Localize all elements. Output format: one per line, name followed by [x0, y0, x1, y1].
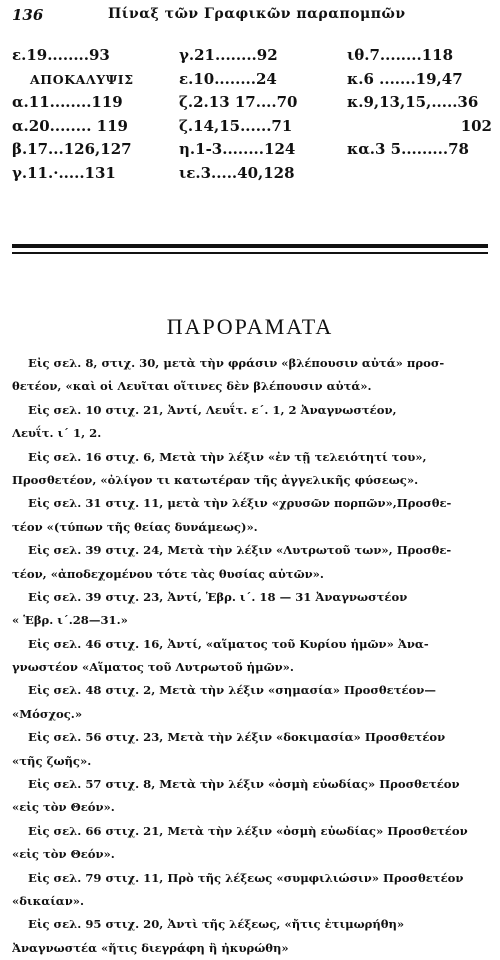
errata-line: Εἰς σελ. 39 στιχ. 23, Ἀντί, Ἑβρ. ι΄. 18 — 31 Ἀναγνωστέον: [28, 589, 408, 604]
index-entry: β.17...126,127: [12, 140, 132, 158]
errata-line: «εἰς τὸν Θεόν».: [12, 847, 115, 862]
errata-line: Εἰς σελ. 8, στιχ. 30, μετὰ τὴν φράσιν «βλέπουσιν αὐτά» προσ-: [28, 356, 445, 370]
errata-line: «εἰς τὸν Θεόν».: [12, 800, 115, 815]
errata-list: [12, 352, 490, 960]
running-title: Πίναξ τῶν Γραφικῶν παραπομπῶν: [108, 6, 406, 22]
index-entry: γ.11.·.....131: [12, 163, 116, 182]
errata-line: Εἰς σελ. 31 στιχ. 11, μετὰ τὴν λέξιν «χρυσῶν πορπῶν»,Προσθε-: [28, 496, 452, 511]
index-entry: η.1-3........124: [179, 140, 296, 158]
index-entry: κα.3 5.........78: [347, 140, 469, 158]
errata-line: Εἰς σελ. 57 στιχ. 8, Μετὰ τὴν λέξιν «ὀσμὴ εὐωδίας» Προσθετέον: [28, 777, 460, 792]
index-entry: ε.19........93: [12, 46, 110, 64]
index-entry: 102: [460, 116, 492, 135]
errata-line: Εἰς σελ. 10 στιχ. 21, Ἀντί, Λευΐτ. ε΄. 1, 2 Ἀναγνωστέον,: [28, 402, 397, 417]
index-entry: ιθ.7........118: [347, 46, 454, 64]
errata-line: Ἀναγνωστέα «ἥτις διεγράφη ἢ ἠκυρώθη»: [12, 940, 289, 955]
index-column-3: [347, 44, 492, 162]
errata-line: «Μόσχος.»: [12, 706, 83, 721]
errata-line: Εἰς σελ. 48 στιχ. 2, Μετὰ τὴν λέξιν «σημασία» Προσθετέον—: [28, 683, 436, 698]
errata-line: «δικαίαν».: [12, 893, 85, 908]
page-header: [12, 6, 488, 28]
errata-line: Εἰς σελ. 46 στιχ. 16, Ἀντί, «αἵματος τοῦ Κυρίου ἡμῶν» Ἀνα-: [28, 636, 429, 651]
index-entry: κ.6 .......19,47: [347, 69, 463, 88]
errata-line: γνωστέον «Αἵματος τοῦ Λυτρωτοῦ ἡμῶν».: [12, 660, 294, 675]
index-entry: α.11........119: [12, 93, 123, 111]
errata-line: Εἰς σελ. 56 στιχ. 23, Μετὰ τὴν λέξιν «δοκιμασία» Προσθετέον: [28, 730, 446, 745]
errata-line: Εἰς σελ. 79 στιχ. 11, Πρὸ τῆς λέξεως «συμφιλιώσιν» Προσθετέον: [28, 870, 464, 885]
index-entry: ιε.3.....40,128: [179, 163, 295, 182]
errata-line: « Ἑβρ. ι΄.28—31.»: [12, 613, 128, 628]
page-number: 136: [12, 6, 44, 24]
errata-line: Εἰς σελ. 95 στιχ. 20, Ἀντὶ τῆς λέξεως, «ἤτις ἐτιμωρήθη»: [28, 917, 405, 932]
index-entry: γ.21........92: [179, 46, 278, 64]
errata-title: ΠΑΡΟΡΑΜΑΤΑ: [166, 314, 334, 339]
errata-line: Εἰς σελ. 66 στιχ. 21, Μετὰ τὴν λέξιν «ὀσμὴ εὐωδίας» Προσθετέον: [28, 823, 468, 838]
index-entry: ζ.14,15......71: [179, 116, 293, 135]
index-entry: ε.10........24: [179, 69, 277, 88]
index-column-1: [12, 44, 162, 185]
errata-line: τέον, «ἀποδεχομένου τότε τὰς θυσίας αὐτῶν».: [12, 566, 324, 581]
errata-line: Προσθετέον, «ὀλίγον τι κατωτέραν τῆς ἀγγελικῆς φύσεως».: [12, 472, 419, 487]
divider-thin: [12, 252, 488, 254]
divider-thick: [12, 244, 488, 248]
errata-line: τέον «(τύπων τῆς θείας δυνάμεως)».: [12, 519, 258, 534]
index-column-2: [179, 44, 339, 185]
index-entry: κ.9,13,15,.....36: [347, 93, 479, 111]
index-section-heading: ΑΠΟΚΑΛΥΨΙΣ: [30, 71, 134, 87]
index-entry: ζ.2.13 17....70: [179, 93, 298, 111]
errata-line: Εἰς σελ. 16 στιχ. 6, Μετὰ τὴν λέξιν «ἐν τῇ τελειότητί του»,: [28, 449, 427, 464]
index-entry: α.20........ 119: [12, 116, 128, 135]
errata-line: Λευΐτ. ι΄ 1, 2.: [12, 426, 102, 441]
errata-line: θετέον, «καὶ οἱ Λευῖται οἵτινες δὲν βλέπουσιν αὐτά».: [12, 379, 372, 394]
errata-line: Εἰς σελ. 39 στιχ. 24, Μετὰ τὴν λέξιν «Λυτρωτοῦ των», Προσθε-: [28, 543, 452, 558]
errata-line: «τῆς ζωῆς».: [12, 753, 92, 768]
